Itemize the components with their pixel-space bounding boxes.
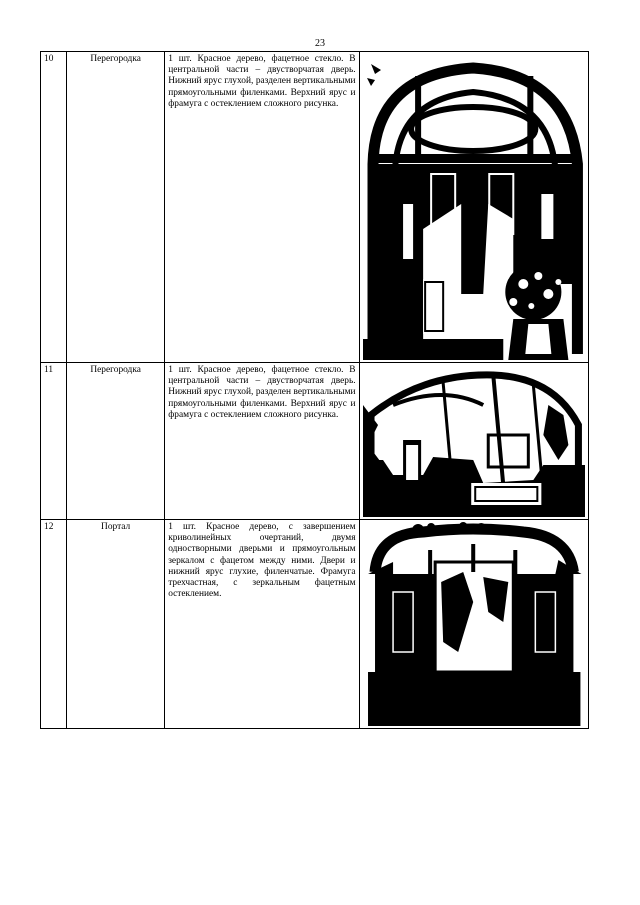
- item-name: Портал: [67, 520, 165, 729]
- row-number: 11: [41, 363, 67, 520]
- item-name: Перегородка: [67, 52, 165, 363]
- partition-arched-photo: [363, 54, 585, 360]
- row-number: 12: [41, 520, 67, 729]
- item-photo-cell: [359, 520, 588, 729]
- item-photo-cell: [359, 363, 588, 520]
- row-number: 10: [41, 52, 67, 363]
- item-description: 1 шт. Красное дерево, с завершением криволинейных очертаний, двумя одностворными дверьми и прямоугольным зеркалом с фацетом между ними. Двери и нижний ярус глухие, филенчатые. Фрамуга трехчастная, с зеркальным фацетным остеклением.: [165, 520, 359, 729]
- item-name: Перегородка: [67, 363, 165, 520]
- table-row: [41, 520, 589, 729]
- catalog-table: [40, 51, 589, 729]
- portal-photo: [363, 522, 585, 726]
- item-description: 1 шт. Красное дерево, фацетное стекло. В центральной части – двустворчатая дверь. Нижний ярус глухой, разделен вертикальными прямоугольными филенками. Верхний ярус и фрамуга с остеклением сложного рисунка.: [165, 52, 359, 363]
- page-number: 23: [315, 38, 325, 49]
- partition-interior-photo: [363, 365, 585, 517]
- table-row: [41, 363, 589, 520]
- item-description: 1 шт. Красное дерево, фацетное стекло. В центральной части – двустворчатая дверь. Нижний ярус глухой, разделен вертикальными прямоугольными филенками. Верхний ярус и фрамуга с остеклением сложного рисунка.: [165, 363, 359, 520]
- item-photo-cell: [359, 52, 588, 363]
- table-row: [41, 52, 589, 363]
